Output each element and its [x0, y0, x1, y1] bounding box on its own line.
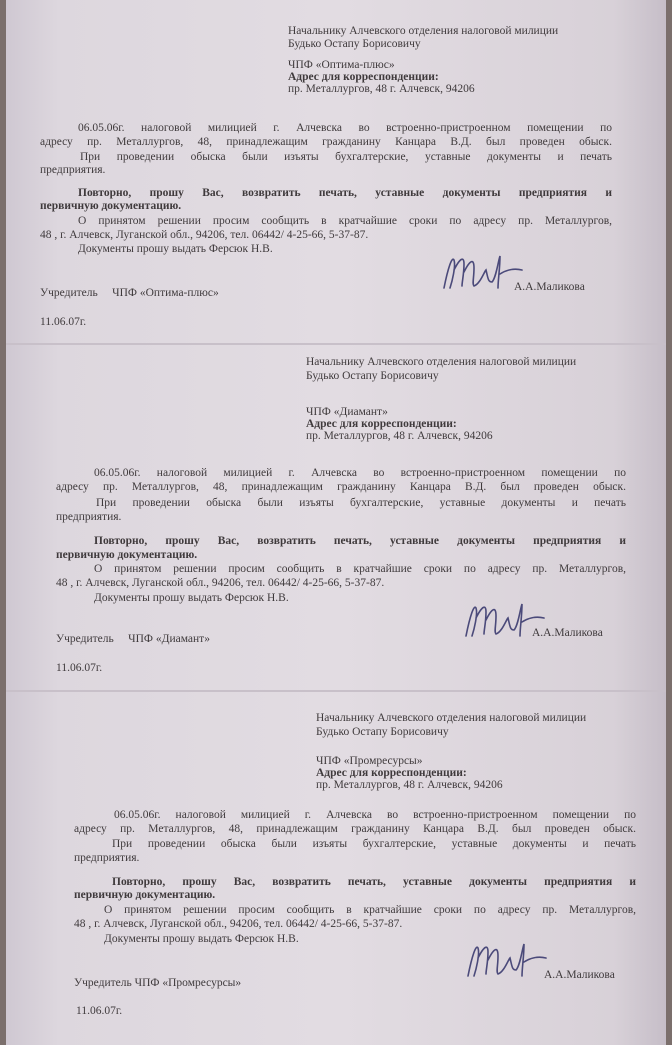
letter-date: 11.06.07г.: [76, 1005, 123, 1017]
paragraph-line: предприятия.: [40, 164, 106, 176]
signer-name: А.А.Маликова: [544, 969, 615, 981]
letter-date: 11.06.07г.: [56, 662, 103, 674]
addressee-line: Начальнику Алчевского отделения налоговой милиции: [288, 25, 559, 37]
addressee-name: Будько Остапу Борисовичу: [306, 370, 439, 382]
request-line: первичную документацию.: [40, 200, 182, 212]
request-line: Повторно, прошу Вас, возвратить печать, уставные документы предприятия и: [112, 876, 636, 888]
paragraph-line: 06.05.06г. налоговой милицией г. Алчевска во встроенно-пристроенном помещении по: [94, 467, 626, 479]
request-line: Повторно, прошу Вас, возвратить печать, уставные документы предприятия и: [94, 535, 626, 547]
founder-line: Учредитель ЧПФ «Диамант»: [56, 633, 210, 645]
signer-name: А.А.Маликова: [532, 627, 603, 639]
founder-line: Учредитель ЧПФ «Промресурсы»: [74, 977, 242, 989]
company-name: ЧПФ «Промресурсы»: [316, 755, 423, 767]
addressee-name: Будько Остапу Борисовичу: [316, 726, 449, 738]
address-label: Адрес для корреспонденции:: [288, 71, 439, 83]
paragraph-line: О принятом решении просим сообщить в кратчайшие сроки по адресу пр. Металлургов,: [94, 563, 626, 575]
request-line: Повторно, прошу Вас, возвратить печать, уставные документы предприятия и: [78, 187, 612, 199]
letter-date: 11.06.07г.: [40, 316, 87, 328]
paragraph-line: адресу пр. Металлургов, 48, принадлежащим гражданину Канцара В.Д. был проведен обыск.: [40, 136, 612, 148]
paragraph-line: Документы прошу выдать Ферсюк Н.В.: [78, 243, 273, 255]
paragraph-line: При проведении обыска были изъяты бухгалтерские, уставные документы и печать: [80, 151, 612, 163]
paragraph-line: адресу пр. Металлургов, 48, принадлежащим гражданину Канцара В.Д. был проведен обыск.: [74, 823, 636, 835]
paragraph-line: Документы прошу выдать Ферсюк Н.В.: [94, 592, 289, 604]
addressee-name: Будько Остапу Борисовичу: [288, 38, 421, 50]
paragraph-line: О принятом решении просим сообщить в кратчайшие сроки по адресу пр. Металлургов,: [78, 215, 612, 227]
request-line: первичную документацию.: [74, 889, 216, 901]
address: пр. Металлургов, 48 г. Алчевск, 94206: [288, 83, 475, 95]
paragraph-line: 48 , г. Алчевск, Луганской обл., 94206, тел. 06442/ 4-25-66, 5-37-87.: [74, 918, 403, 930]
company-name: ЧПФ «Оптима-плюс»: [288, 59, 395, 71]
address-label: Адрес для корреспонденции:: [306, 418, 457, 430]
address-label: Адрес для корреспонденции:: [316, 767, 467, 779]
request-line: первичную документацию.: [56, 549, 198, 561]
paragraph-line: предприятия.: [56, 511, 122, 523]
paragraph-line: 48 , г. Алчевск, Луганской обл., 94206, тел. 06442/ 4-25-66, 5-37-87.: [56, 577, 385, 589]
address: пр. Металлургов, 48 г. Алчевск, 94206: [316, 779, 503, 791]
paragraph-line: предприятия.: [74, 852, 140, 864]
addressee-line: Начальнику Алчевского отделения налоговой милиции: [306, 356, 577, 368]
paragraph-line: адресу пр. Металлургов, 48, принадлежащим гражданину Канцара В.Д. был проведен обыск.: [56, 481, 626, 493]
paragraph-line: 48 , г. Алчевск, Луганской обл., 94206, тел. 06442/ 4-25-66, 5-37-87.: [40, 229, 369, 241]
founder-line: Учредитель ЧПФ «Оптима-плюс»: [40, 287, 219, 299]
paragraph-line: О принятом решении просим сообщить в кратчайшие сроки по адресу пр. Металлургов,: [104, 904, 636, 916]
addressee-line: Начальнику Алчевского отделения налоговой милиции: [316, 712, 587, 724]
paragraph-line: При проведении обыска были изъяты бухгалтерские, уставные документы и печать: [112, 838, 636, 850]
paragraph-line: Документы прошу выдать Ферсюк Н.В.: [104, 933, 299, 945]
paragraph-line: При проведении обыска были изъяты бухгалтерские, уставные документы и печать: [96, 497, 626, 509]
company-name: ЧПФ «Диамант»: [306, 406, 388, 418]
paragraph-line: 06.05.06г. налоговой милицией г. Алчевска во встроенно-пристроенном помещении по: [114, 809, 636, 821]
address: пр. Металлургов, 48 г. Алчевск, 94206: [306, 430, 493, 442]
paragraph-line: 06.05.06г. налоговой милицией г. Алчевска во встроенно-пристроенном помещении по: [78, 122, 612, 134]
signature-icon: [462, 936, 552, 986]
signer-name: А.А.Маликова: [514, 281, 585, 293]
